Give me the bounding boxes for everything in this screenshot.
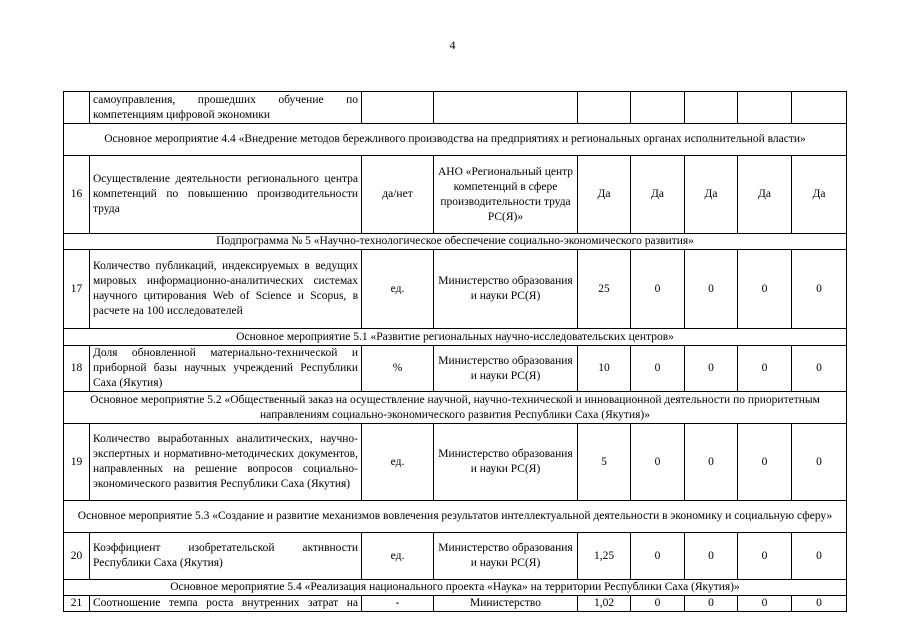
value-cell: Да: [792, 156, 847, 234]
table-row: [64, 533, 847, 580]
unit-cell: -: [362, 596, 434, 612]
value-cell: [792, 92, 847, 124]
value-cell: 0: [738, 250, 792, 329]
value-cell: 10: [578, 346, 631, 392]
indicator-name: Соотношение темпа роста внутренних затрат на: [90, 596, 362, 612]
responsible-cell: Министерство образования и науки РС(Я): [434, 346, 578, 392]
unit-cell: да/нет: [362, 156, 434, 234]
section-row: [64, 234, 847, 250]
section-row: [64, 329, 847, 346]
row-number: 17: [64, 250, 90, 329]
value-cell: Да: [578, 156, 631, 234]
row-number: 20: [64, 533, 90, 580]
value-cell: 0: [685, 346, 738, 392]
value-cell: Да: [685, 156, 738, 234]
unit-cell: ед.: [362, 533, 434, 580]
value-cell: 0: [631, 596, 685, 612]
value-cell: 0: [685, 596, 738, 612]
value-cell: 0: [685, 533, 738, 580]
value-cell: 0: [685, 424, 738, 501]
value-cell: 0: [792, 346, 847, 392]
unit-cell: ед.: [362, 250, 434, 329]
value-cell: Да: [631, 156, 685, 234]
responsible-cell: Министерство образования и науки РС(Я): [434, 424, 578, 501]
value-cell: [738, 92, 792, 124]
value-cell: 1,02: [578, 596, 631, 612]
responsible-cell: Министерство образования и науки РС(Я): [434, 250, 578, 329]
indicator-name: Осуществление деятельности регионального центра компетенций по повышению производительности труда: [90, 156, 362, 234]
value-cell: 25: [578, 250, 631, 329]
value-cell: Да: [738, 156, 792, 234]
row-number: 19: [64, 424, 90, 501]
section-title: Основное мероприятие 4.4 «Внедрение методов бережливого производства на предприятиях и региональных органах исполнительной власти»: [64, 124, 847, 156]
value-cell: 0: [738, 596, 792, 612]
value-cell: 0: [631, 533, 685, 580]
section-row: [64, 392, 847, 424]
responsible-cell: [434, 92, 578, 124]
section-title: Подпрограмма № 5 «Научно-технологическое обеспечение социально-экономического развития»: [64, 234, 847, 250]
value-cell: 0: [738, 346, 792, 392]
value-cell: 0: [738, 533, 792, 580]
responsible-cell: Министерство образования и науки РС(Я): [434, 533, 578, 580]
row-number: 16: [64, 156, 90, 234]
table-row: [64, 596, 847, 612]
page-number: 4: [449, 38, 456, 52]
indicator-name: Коэффициент изобретательской активности Республики Саха (Якутия): [90, 533, 362, 580]
table-row: [64, 156, 847, 234]
value-cell: [631, 92, 685, 124]
section-row: [64, 580, 847, 596]
unit-cell: ед.: [362, 424, 434, 501]
table-row: [64, 346, 847, 392]
indicator-name: Количество публикаций, индексируемых в ведущих мировых информационно-аналитических системах научного цитирования Web of Science и Scopus, в расчете на 100 исследователей: [90, 250, 362, 329]
value-cell: 0: [792, 533, 847, 580]
section-title: Основное мероприятие 5.4 «Реализация национального проекта «Наука» на территории Республики Саха (Якутия)»: [64, 580, 847, 596]
indicator-name: самоуправления, прошедших обучение по компетенциям цифровой экономики: [90, 92, 362, 124]
section-title: Основное мероприятие 5.1 «Развитие региональных научно-исследовательских центров»: [64, 329, 847, 346]
value-cell: 0: [792, 424, 847, 501]
value-cell: 0: [685, 250, 738, 329]
row-number: 21: [64, 596, 90, 612]
indicator-name: Доля обновленной материально-технической и приборной базы научных учреждений Республики Саха (Якутия): [90, 346, 362, 392]
unit-cell: %: [362, 346, 434, 392]
value-cell: 0: [631, 346, 685, 392]
row-number: 18: [64, 346, 90, 392]
value-cell: 1,25: [578, 533, 631, 580]
indicator-name: Количество выработанных аналитических, научно-экспертных и нормативно-методических документов, направленных на решение вопросов социально-экономического развития Республики Саха (Якутия): [90, 424, 362, 501]
table-row: [64, 250, 847, 329]
responsible-cell: Министерство: [434, 596, 578, 612]
table-row: [64, 424, 847, 501]
indicators-table: [63, 91, 847, 612]
value-cell: 0: [792, 250, 847, 329]
value-cell: 0: [738, 424, 792, 501]
value-cell: 0: [631, 250, 685, 329]
value-cell: 0: [631, 424, 685, 501]
value-cell: 0: [792, 596, 847, 612]
section-title: Основное мероприятие 5.3 «Создание и развитие механизмов вовлечения результатов интеллектуальной деятельности в экономику и социальную сферу»: [64, 501, 847, 533]
row-number: [64, 92, 90, 124]
table-row: [64, 92, 847, 124]
value-cell: [578, 92, 631, 124]
responsible-cell: АНО «Региональный центр компетенций в сфере производительности труда РС(Я)»: [434, 156, 578, 234]
section-row: [64, 501, 847, 533]
section-row: [64, 124, 847, 156]
section-title: Основное мероприятие 5.2 «Общественный заказ на осуществление научной, научно-технической и инновационной деятельности по приоритетным направлениям социально-экономического развития Республики Саха (Якутия)»: [64, 392, 847, 424]
value-cell: [685, 92, 738, 124]
unit-cell: [362, 92, 434, 124]
value-cell: 5: [578, 424, 631, 501]
